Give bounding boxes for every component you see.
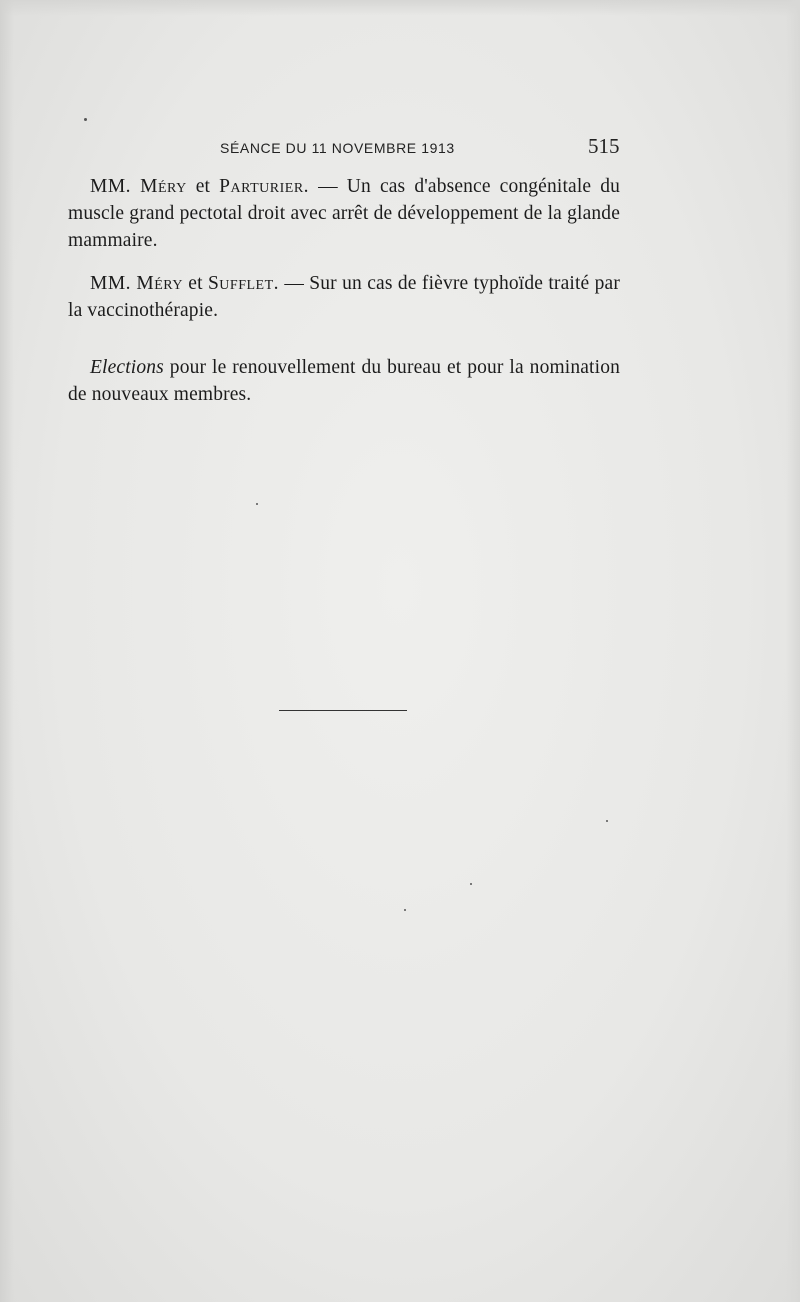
running-title: SÉANCE DU 11 NOVEMBRE 1913	[220, 140, 455, 156]
entry-prefix: MM.	[90, 273, 132, 294]
elections-paragraph	[68, 354, 620, 408]
page-number: 515	[588, 134, 620, 158]
author-name: Méry	[140, 176, 187, 197]
paper-speck	[404, 909, 406, 911]
paper-speck	[470, 883, 472, 885]
section-divider-rule	[279, 710, 407, 711]
paper-speck	[256, 503, 258, 505]
page-edge-left	[0, 0, 14, 1302]
author-name: Sufflet.	[207, 273, 280, 294]
entry-text: — Sur un cas de fièvre typhoïde traité par la vaccinothérapie.	[68, 273, 620, 321]
paper-speck	[606, 820, 608, 822]
entry-mery-parturier	[68, 173, 620, 254]
author-conjunction: et	[188, 273, 203, 294]
page-edge-top	[0, 0, 800, 16]
entry-prefix: MM.	[90, 176, 132, 197]
paper-speck	[84, 118, 87, 121]
page-edge-right	[786, 0, 800, 1302]
entry-mery-sufflet	[68, 270, 620, 324]
elections-lead: Elections	[90, 357, 164, 378]
elections-text: pour le renouvellement du bureau et pour la nomination de nouveaux membres.	[68, 357, 620, 405]
author-conjunction: et	[195, 176, 211, 197]
author-name: Méry	[136, 273, 183, 294]
author-name: Parturier.	[219, 176, 310, 197]
entry-text: — Un cas d'absence congénitale du muscle grand pectotal droit avec arrêt de développement de la glande mammaire.	[68, 176, 621, 251]
